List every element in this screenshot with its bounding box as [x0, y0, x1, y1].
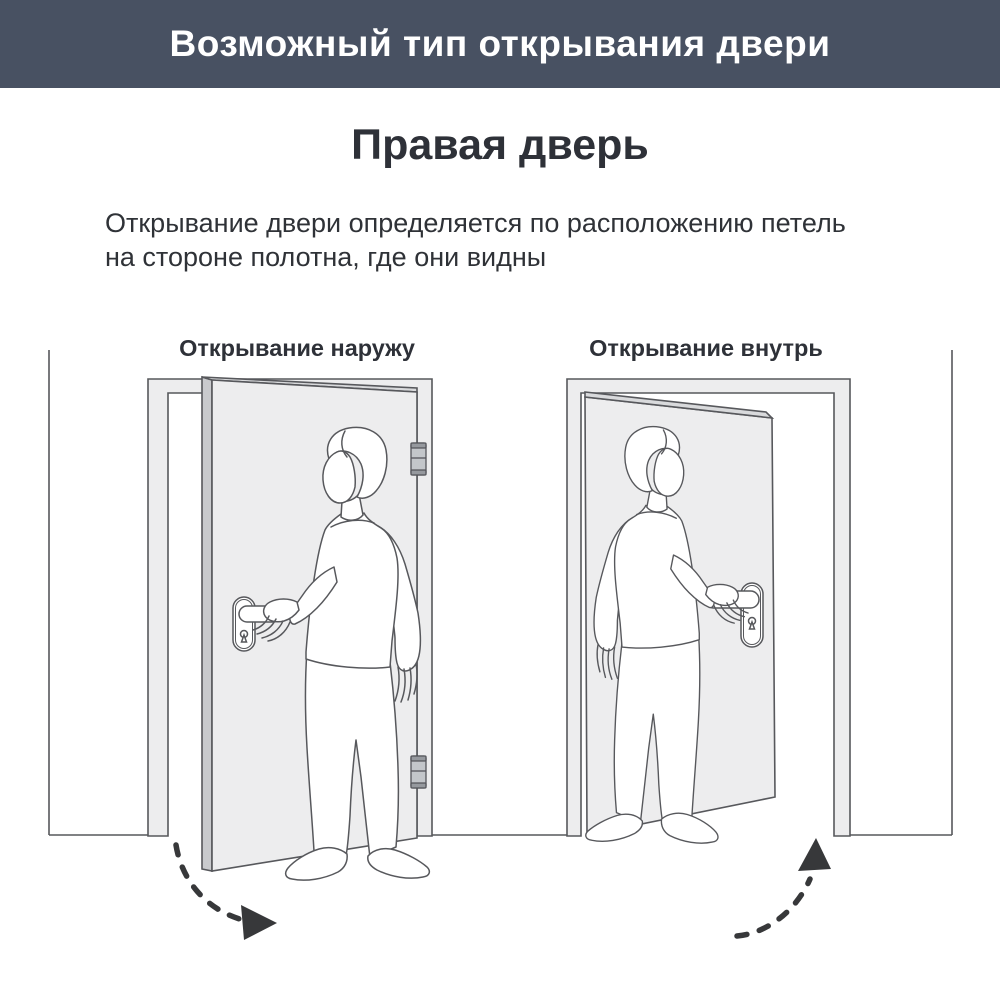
right-wall-line: [834, 350, 952, 835]
diagram-opening-outward: [49, 350, 432, 940]
label-opening-inward: Открывание внутрь: [589, 335, 823, 361]
header-banner: [0, 0, 1000, 88]
hinge-top-icon: [411, 443, 426, 475]
description-line-1: Открывание двери определяется по расположению петель: [105, 208, 846, 238]
description-line-2: на стороне полотна, где они видны: [105, 242, 547, 272]
description: [105, 206, 925, 274]
label-opening-outward: Открывание наружу: [179, 335, 415, 361]
diagram-opening-inward: [567, 350, 952, 936]
header-title: Возможный тип открывания двери: [169, 23, 831, 64]
door-edge-strip: [202, 377, 212, 871]
swing-arrow-inward-icon: [737, 838, 831, 936]
door-opening-diagram: [0, 350, 1000, 1000]
hinge-bottom-icon: [411, 756, 426, 788]
page-title: Правая дверь: [351, 121, 649, 169]
